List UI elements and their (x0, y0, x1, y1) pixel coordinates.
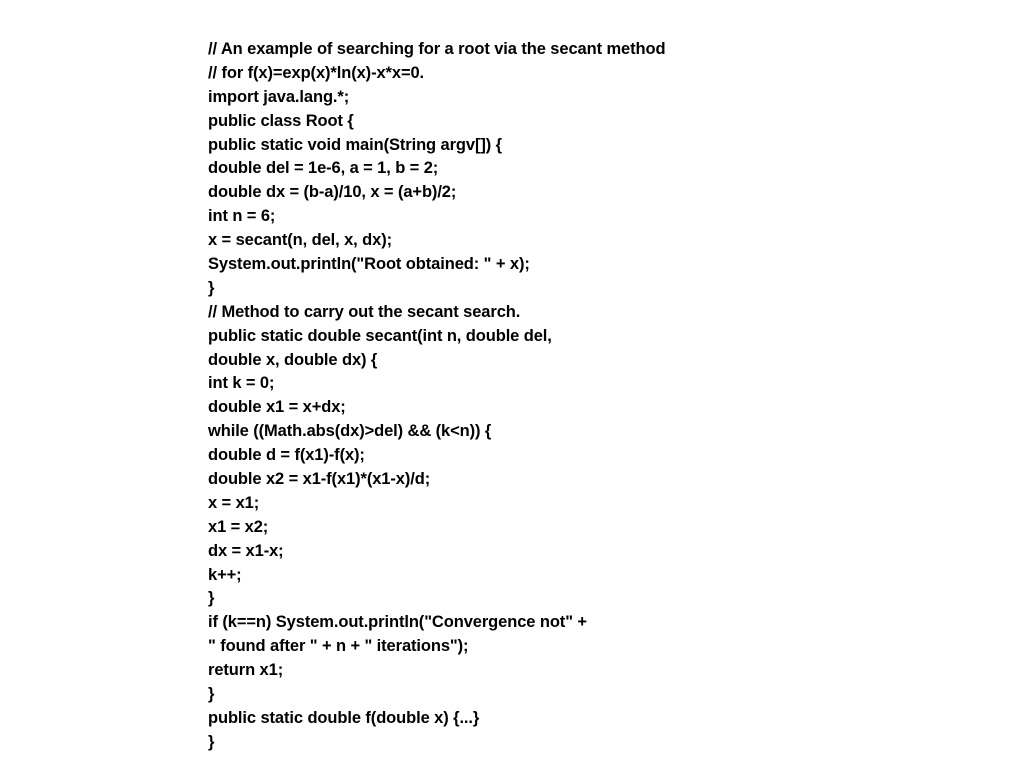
code-line: int k = 0; (208, 374, 275, 393)
code-line: return x1; (208, 661, 284, 680)
code-line: public static void main(String argv[]) { (208, 135, 502, 154)
code-line: while ((Math.abs(dx)>del) && (k<n)) { (208, 422, 492, 441)
code-line: double d = f(x1)-f(x); (208, 446, 365, 465)
code-line: } (208, 685, 215, 704)
code-line: double del = 1e-6, a = 1, b = 2; (208, 159, 439, 178)
code-line: public class Root { (208, 111, 354, 130)
code-line: if (k==n) System.out.println("Convergence not" + (208, 613, 587, 632)
code-line: double x1 = x+dx; (208, 398, 346, 417)
code-line: public static double secant(int n, double del, (208, 326, 552, 345)
code-line: } (208, 278, 215, 297)
code-line: double dx = (b-a)/10, x = (a+b)/2; (208, 183, 457, 202)
code-line: int n = 6; (208, 207, 276, 226)
code-line: dx = x1-x; (208, 541, 284, 560)
code-line: x = secant(n, del, x, dx); (208, 231, 393, 250)
code-line: " found after " + n + " iterations"); (208, 637, 469, 656)
code-line: } (208, 732, 215, 751)
code-line: double x, double dx) { (208, 350, 378, 369)
code-line: System.out.println("Root obtained: " + x); (208, 255, 530, 274)
code-line: x = x1; (208, 493, 260, 512)
code-listing (208, 38, 665, 755)
code-line: } (208, 589, 215, 608)
code-line: // An example of searching for a root via the secant method (208, 40, 666, 58)
code-line: double x2 = x1-f(x1)*(x1-x)/d; (208, 470, 431, 489)
code-line: // Method to carry out the secant search. (208, 302, 521, 321)
code-line: import java.lang.*; (208, 87, 350, 106)
code-line: public static double f(double x) {...} (208, 708, 480, 727)
code-line: // for f(x)=exp(x)*ln(x)-x*x=0. (208, 63, 425, 82)
code-line: k++; (208, 565, 242, 584)
code-line: x1 = x2; (208, 517, 269, 536)
